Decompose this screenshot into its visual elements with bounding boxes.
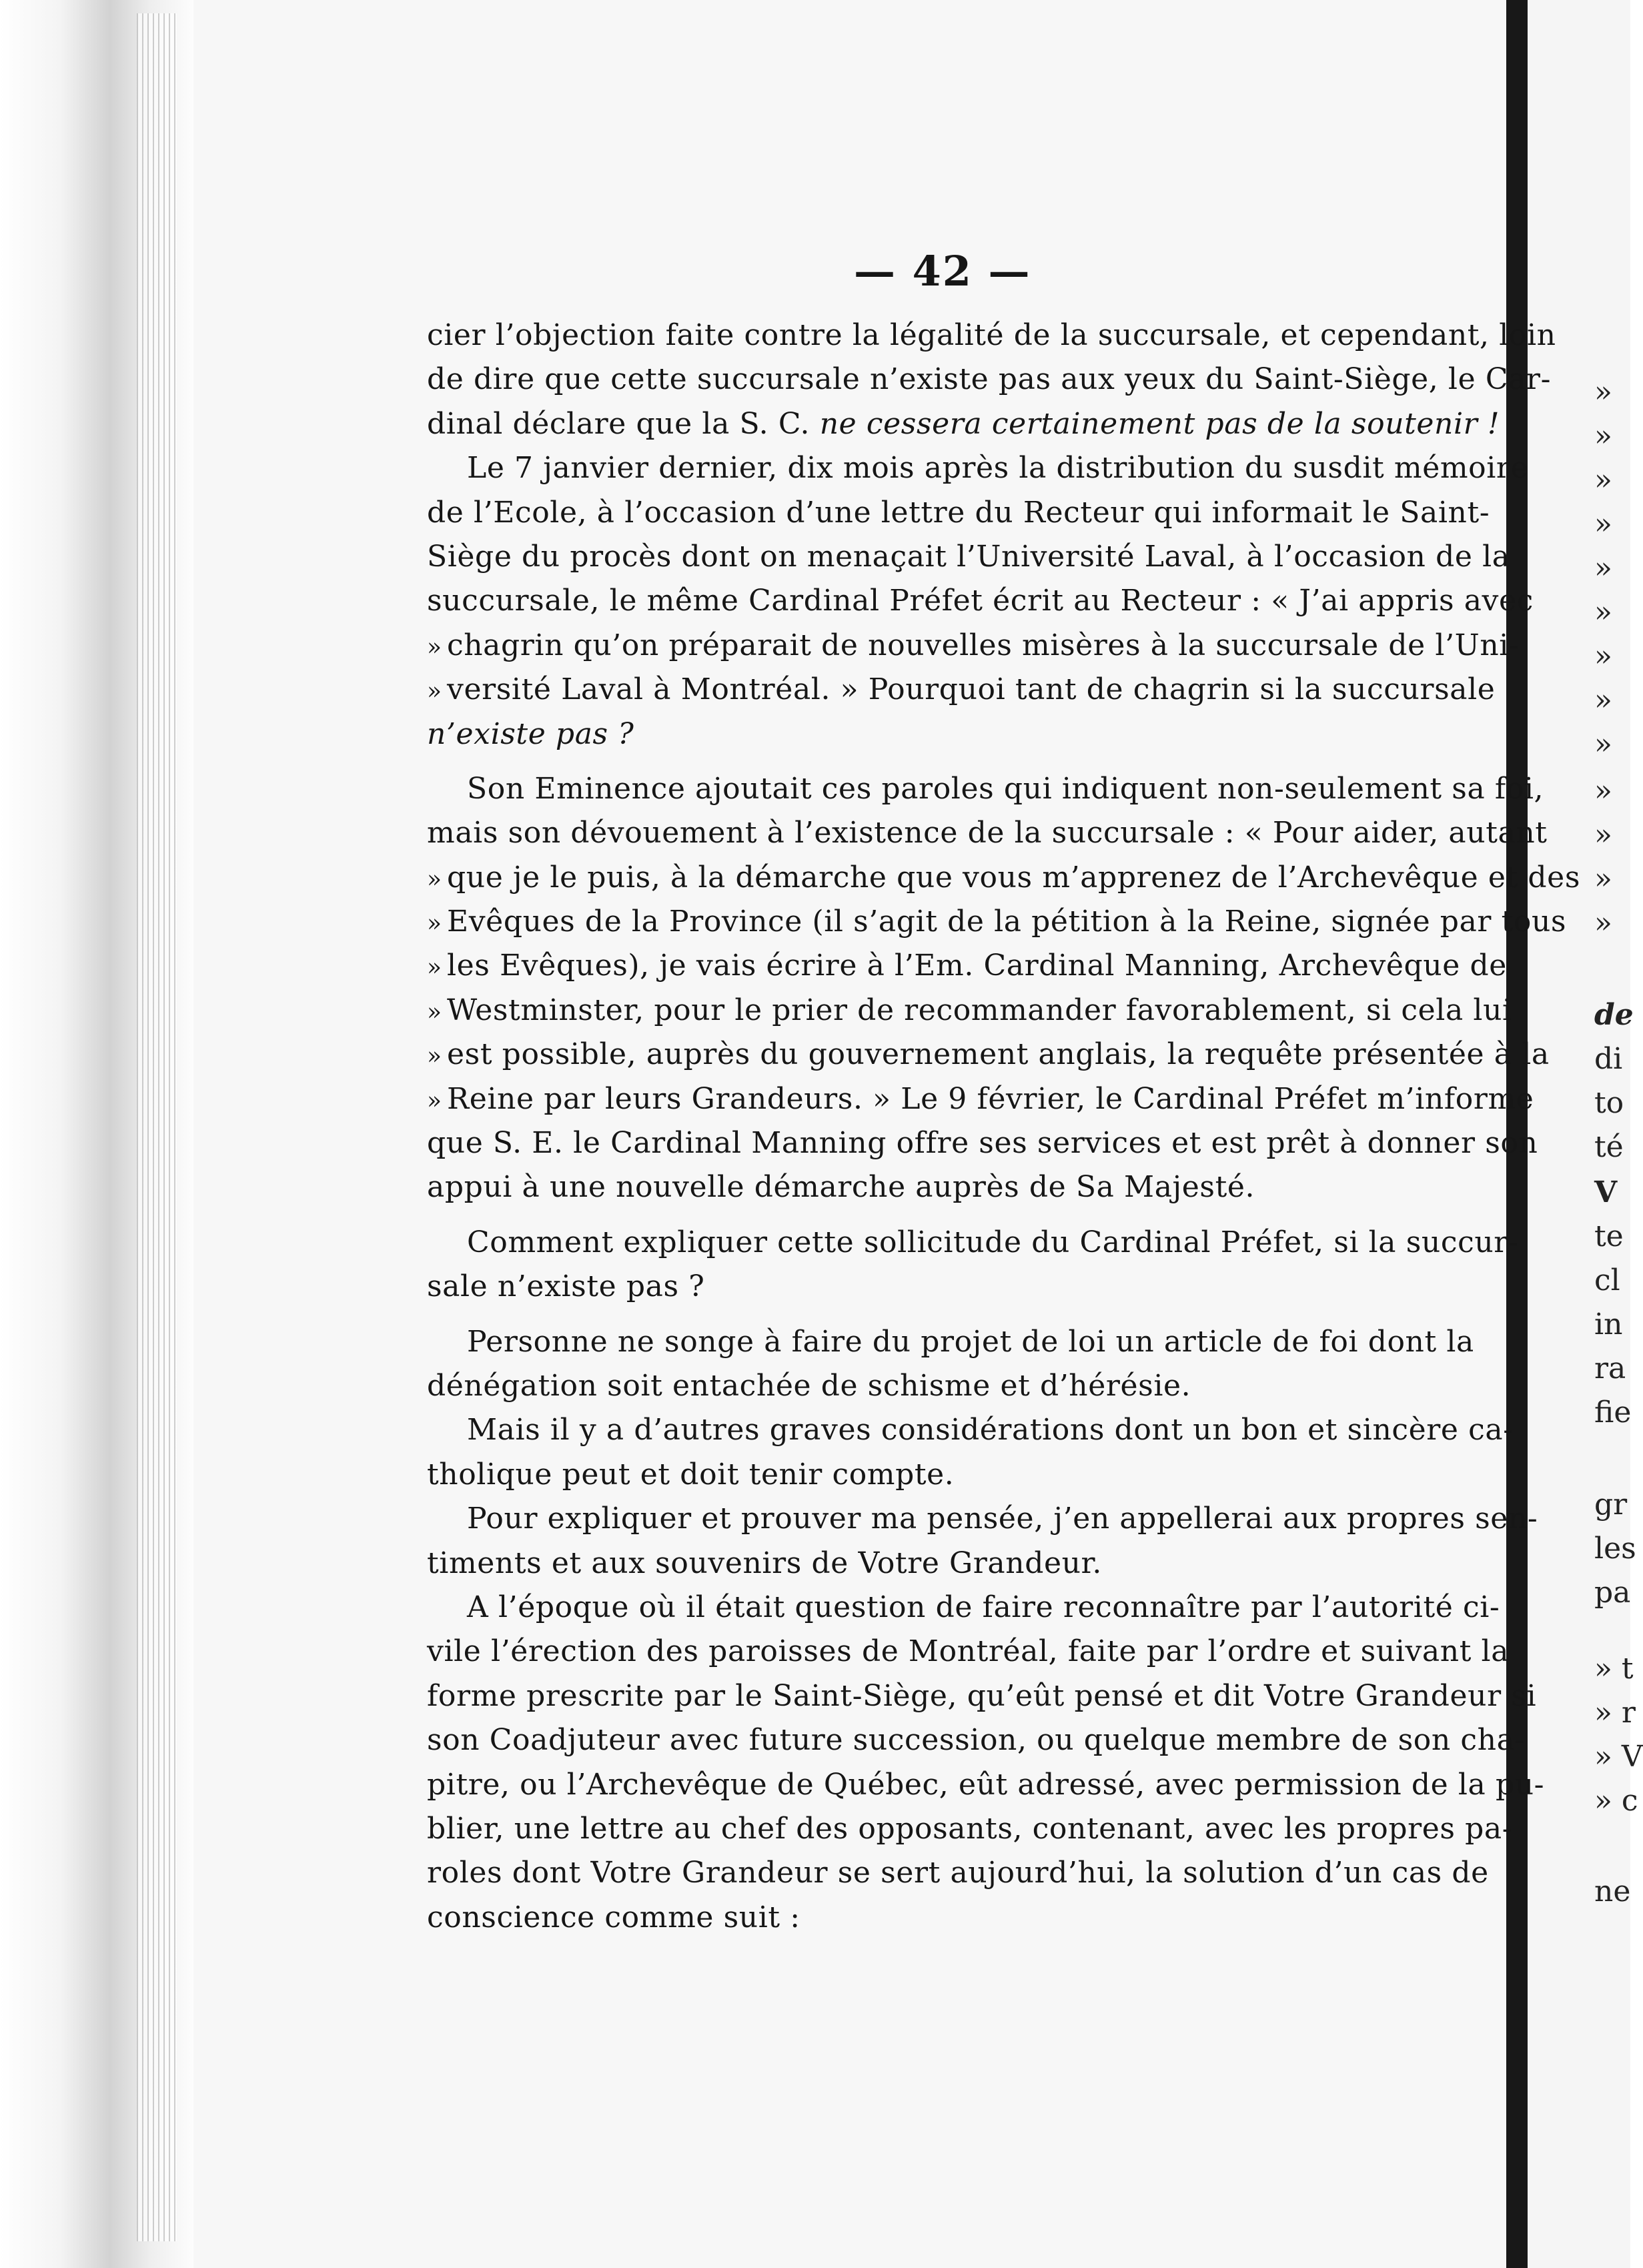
adjacent-text: »: [1594, 419, 1612, 453]
text-line: » Evêques de la Province (il s’agit de la pétition à la Reine, signée par tous: [427, 900, 1414, 944]
adjacent-text: ra: [1594, 1351, 1626, 1385]
adjacent-text: té: [1594, 1130, 1624, 1164]
text-line: de l’Ecole, à l’occasion d’une lettre du Recteur qui informait le Saint-: [427, 495, 1490, 530]
adjacent-text: »: [1594, 375, 1612, 409]
text-line: Le 7 janvier dernier, dix mois après la distribution du susdit mémoire: [467, 451, 1529, 486]
adjacent-text: V: [1594, 1175, 1618, 1209]
adjacent-text: » t: [1594, 1652, 1634, 1686]
text-line: appui à une nouvelle démarche auprès de Sa Majesté.: [427, 1170, 1255, 1205]
adjacent-text: ne: [1594, 1874, 1631, 1908]
text-line: tholique peut et doit tenir compte.: [427, 1457, 955, 1492]
quote-mark: »: [427, 633, 442, 661]
text-line: sale n’existe pas ?: [427, 1269, 705, 1304]
adjacent-text: di: [1594, 1042, 1623, 1076]
adjacent-text: in: [1594, 1307, 1623, 1341]
adjacent-text: »: [1594, 463, 1612, 497]
adjacent-text: fie: [1594, 1395, 1632, 1430]
text-line: [427, 712, 1414, 756]
text-line: conscience comme suit :: [427, 1900, 800, 1934]
text-line: de dire que cette succursale n’existe pas aux yeux du Saint-Siège, le Car-: [427, 362, 1552, 397]
adjacent-text: te: [1594, 1219, 1624, 1253]
text-line: succursale, le même Cardinal Préfet écrit au Recteur : « J’ai appris avec: [427, 584, 1534, 618]
adjacent-text: de: [1594, 998, 1634, 1032]
page-edges: [137, 13, 177, 2241]
adjacent-text: »: [1594, 595, 1612, 629]
text-line: dinal déclare que la S. C. ne cessera certainement pas de la soutenir !: [427, 402, 1414, 446]
text-line: roles dont Votre Grandeur se sert aujourd’hui, la solution d’un cas de: [427, 1856, 1489, 1890]
text-line: Mais il y a d’autres graves considérations dont un bon et sincère ca-: [467, 1413, 1514, 1448]
adjacent-text: »: [1594, 551, 1612, 585]
text-line: Pour expliquer et prouver ma pensée, j’en appellerai aux propres sen-: [467, 1502, 1538, 1536]
text-line: » versité Laval à Montréal. » Pourquoi tant de chagrin si la succursale: [427, 668, 1414, 712]
page-number: — 42 —: [854, 247, 1031, 296]
text-line: Personne ne songe à faire du projet de loi un article de foi dont la: [467, 1324, 1474, 1359]
text-line: Son Eminence ajoutait ces paroles qui indiquent non-seulement sa foi,: [467, 771, 1544, 806]
quote-mark: »: [427, 910, 442, 938]
text-line: timents et aux souvenirs de Votre Grandeur.: [427, 1546, 1102, 1580]
text-line: cier l’objection faite contre la légalité de la succursale, et cependant, loin: [427, 318, 1556, 352]
adjacent-text: to: [1594, 1086, 1624, 1120]
adjacent-text: »: [1594, 683, 1612, 717]
quote-mark: »: [427, 865, 442, 893]
adjacent-text: les: [1594, 1532, 1636, 1566]
text-line: que S. E. le Cardinal Manning offre ses services et est prêt à donner son: [427, 1126, 1538, 1161]
text-line: » les Evêques), je vais écrire à l’Em. Cardinal Manning, Archevêque de: [427, 944, 1414, 988]
text-line: » est possible, auprès du gouvernement anglais, la requête présentée à la: [427, 1033, 1414, 1077]
adjacent-text: cl: [1594, 1263, 1620, 1297]
body-text: [427, 314, 1581, 1940]
adjacent-text: »: [1594, 906, 1612, 940]
adjacent-text: » r: [1594, 1696, 1636, 1730]
text-line: » Westminster, pour le prier de recommander favorablement, si cela lui: [427, 989, 1414, 1033]
text-line: » que je le puis, à la démarche que vous m’apprenez de l’Archevêque et des: [427, 856, 1414, 900]
italic-phrase: ne cessera certainement pas de la soutenir !: [819, 406, 1500, 441]
adjacent-text: gr: [1594, 1488, 1628, 1522]
quote-mark: »: [427, 954, 442, 982]
text-line: Siège du procès dont on menaçait l’Université Laval, à l’occasion de la: [427, 539, 1510, 574]
text-line: Comment expliquer cette sollicitude du Cardinal Préfet, si la succur-: [467, 1225, 1519, 1259]
text-line: forme prescrite par le Saint-Siège, qu’eût pensé et dit Votre Grandeur si: [427, 1678, 1537, 1713]
quote-mark: »: [427, 678, 442, 706]
quote-mark: »: [427, 1087, 442, 1115]
text-line: mais son dévouement à l’existence de la succursale : « Pour aider, autant: [427, 816, 1548, 851]
italic-phrase: n’existe pas ?: [427, 716, 634, 751]
text-line: pitre, ou l’Archevêque de Québec, eût adressé, avec permission de la pu-: [427, 1767, 1545, 1802]
text-line: » Reine par leurs Grandeurs. » Le 9 février, le Cardinal Préfet m’informe: [427, 1077, 1414, 1121]
adjacent-text: »: [1594, 639, 1612, 673]
text-line: A l’époque où il était question de faire reconnaître par l’autorité ci-: [467, 1590, 1500, 1624]
adjacent-text: » c: [1594, 1784, 1638, 1818]
text-line: blier, une lettre au chef des opposants, contenant, avec les propres pa-: [427, 1811, 1513, 1846]
adjacent-text: »: [1594, 727, 1612, 761]
adjacent-text: »: [1594, 507, 1612, 541]
quote-mark: »: [427, 998, 442, 1026]
quote-mark: »: [427, 1043, 442, 1071]
text-line: » chagrin qu’on préparait de nouvelles misères à la succursale de l’Uni-: [427, 624, 1414, 668]
adjacent-text: »: [1594, 862, 1612, 896]
adjacent-text: pa: [1594, 1576, 1631, 1610]
text-line: dénégation soit entachée de schisme et d’hérésie.: [427, 1368, 1191, 1403]
text-line: vile l’érection des paroisses de Montréal, faite par l’ordre et suivant la: [427, 1634, 1510, 1669]
adjacent-text: »: [1594, 774, 1612, 808]
adjacent-text: » V: [1594, 1740, 1643, 1774]
text-line: son Coadjuteur avec future succession, ou quelque membre de son cha-: [427, 1723, 1525, 1758]
adjacent-text: »: [1594, 818, 1612, 852]
